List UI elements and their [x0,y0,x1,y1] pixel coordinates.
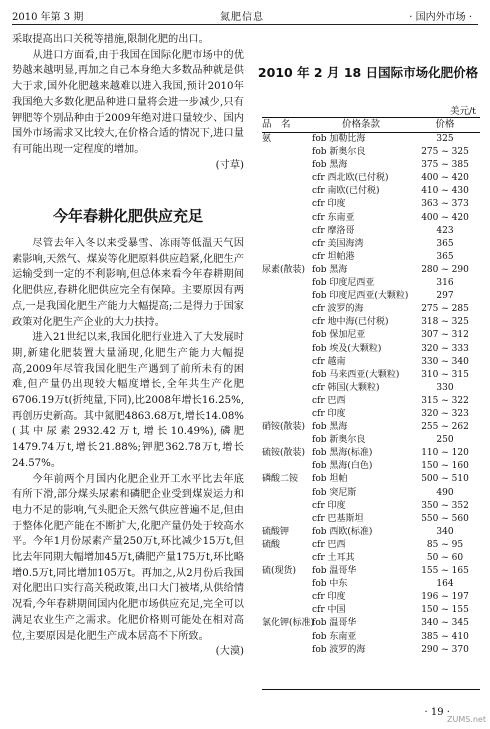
price-term: cfr 巴基斯坦 [312,513,364,524]
price-term: fob 印度尼西亚(大颗粒) [312,291,409,302]
column-header: 品 名 [262,119,291,130]
product-name [262,460,312,473]
page-header [0,0,490,28]
price-value: 315 ~ 322 [421,395,469,406]
paragraph-import: 从进口方面看,由于我国在国际化肥市场中的优势越来越明显,再加之自己本身绝大多数品种就是供大于求,国外化肥越来越难以进入我国,预计2010年我国绝大多数化肥品种进口量将会进一步减少,只有钾肥等个别品种由于2009年绝对进口量较少、国内国外市场需求又比较大,在价格合适的情况下,进口量有可能出现一定程度的增加。 [12,49,244,155]
table-row [262,382,480,395]
price-table-title: 2010 年 2 月 18 日国际市场化肥价格 [257,65,479,80]
table-row [262,421,480,434]
price-value: 365 [436,251,454,262]
table-row [262,238,480,251]
product-name [262,631,312,644]
article-body [12,236,244,660]
product-name [262,591,312,604]
table-row [262,565,480,578]
price-value: 340 [436,526,454,537]
table-row [262,329,480,342]
price-term: fob 黑海 [312,422,348,433]
price-term: cfr 巴西 [312,395,346,406]
product-name [262,604,312,617]
price-value: 196 ~ 197 [421,592,469,603]
product-name [262,369,312,382]
price-term: fob 突尼斯 [312,487,357,498]
price-term: fob 黑海(白色) [312,461,373,472]
table-row [262,303,480,316]
product-name [262,434,312,447]
product-name [262,578,312,591]
table-row [262,212,480,225]
price-value: 318 ~ 325 [421,317,469,328]
table-row [262,539,480,552]
product-name [262,172,312,185]
price-term: cfr 巴西 [312,539,346,550]
price-value: 385 ~ 410 [421,631,469,642]
price-value: 316 [436,278,454,289]
table-row [262,369,480,382]
paragraph: 今年前两个月国内化肥企业开工水平比去年底有所下滑,部分煤头尿素和磷肥企业受到煤炭运力和电力不足的影响,气头肥企天然气供应普遍不足,但由于整体化肥产能在不断扩大,化肥产量仍处于较高水平。今年1月份尿素产量250万t,环比减少15万t,但比去年同期大幅增加45万t,磷肥产量175万t,环比略增0.5万t,同比增加105万t。再加之,从2月份后我国对化肥出口实行高关税政策,出口大门被堵,从供给情况看,今年春耕期间国内化肥市场供应充足,完全可以满足农业生产之需求。化肥价格则可能处在相对高位,主要原因是化肥生产成本居高不下所致。 [12,473,244,642]
price-term: fob 加勒比海 [312,134,366,144]
product-name [262,225,312,238]
table-row [262,133,480,146]
price-value: 400 ~ 420 [421,212,469,223]
table-row [262,146,480,159]
product-name: 硝铵(散装) [262,422,306,433]
product-name: 氨 [262,134,272,144]
price-term: cfr 美国海湾 [312,238,364,249]
table-row [262,500,480,513]
price-term: fob 埃及(大颗粒) [312,343,382,354]
price-term: fob 马来西亚(大颗粒) [312,369,400,380]
intro-line: 采取提高出口关税等措施,限制化肥的出口。 [12,34,209,45]
table-row [262,159,480,172]
price-term: fob 坦帕 [312,474,348,485]
product-name [262,513,312,526]
product-name: 硫酸 [262,539,281,550]
table-row [262,316,480,329]
price-term: cfr 印度 [312,408,346,419]
table-row [262,526,480,539]
price-value: 363 ~ 373 [421,199,469,210]
watermark: ZUMS.net [447,715,486,724]
price-value: 400 ~ 420 [421,173,469,184]
price-value: 310 ~ 315 [421,369,469,380]
table-row [262,513,480,526]
article-continuation [12,32,244,173]
table-bottom-rule [262,689,480,690]
price-term: fob 温哥华 [312,566,357,577]
price-value: 164 [436,579,454,590]
product-name [262,290,312,303]
product-name [262,356,312,369]
price-term: fob 印度尼西亚 [312,278,375,289]
price-value: 550 ~ 560 [421,513,469,524]
table-row [262,408,480,421]
table-row [262,604,480,617]
table-row [262,264,480,277]
table-row [262,225,480,238]
table-row [262,172,480,185]
unit-label: 美元/t [449,106,476,117]
price-term: fob 东南亚 [312,631,357,642]
price-value: 110 ~ 120 [421,448,469,459]
paragraph: 进入21世纪以来,我国化肥行业进入了大发展时期,新建化肥装置大量涌现,化肥生产能力大幅提高,2009年尽管我国化肥生产遇到了前所未有的困难,但产量仍出现较大幅度增长,全年共生产化肥6706.19万t(折纯量,下同),比2008年增长16.25%,再创历史新高。其中氮肥4863.68万t,增长14.08%(其中尿素2932.42万t,增长10.49%),磷肥1479.74万t,增长21.88%;钾肥362.78万t,增长24.57%。 [12,332,244,469]
price-term: fob 波罗的海 [312,644,366,655]
price-value: 490 [436,487,454,498]
product-name [262,316,312,329]
price-value: 297 [436,291,454,302]
price-value: 320 ~ 333 [421,343,469,354]
price-value: 150 ~ 160 [421,461,469,472]
price-term: cfr 南欧(已付税) [312,186,380,197]
product-name [262,251,312,264]
issue-label: 2010 年第 3 期 [12,12,84,23]
price-value: 255 ~ 262 [421,422,469,433]
price-value: 365 [436,238,454,249]
paragraph: 尽管去年入冬以来受暴雪、冻雨等低温天气因素影响,天然气、煤炭等化肥原料供应趋紧,化肥生产运输受到一定的不利影响,但总体来看今年春耕期间化肥供应,春耕化肥供应完全有保障。主要原因有两点,一是我国化肥生产能力大幅提高;二是得力于国家政策对化肥生产企业的大力扶持。 [12,238,244,328]
price-value: 150 ~ 155 [421,605,469,616]
price-value: 350 ~ 352 [421,500,469,511]
table-row [262,644,480,657]
product-name [262,277,312,290]
price-term: cfr 印度 [312,592,346,603]
price-term: cfr 土耳其 [312,553,355,563]
price-value: 155 ~ 165 [421,566,469,577]
product-name: 硫铵(散装) [262,448,306,459]
product-name: 尿素(散装) [262,264,306,275]
price-term: fob 黑海 [312,264,348,275]
price-value: 330 [436,382,454,393]
product-name: 硫酸钾 [262,526,290,537]
author-signature: (寸草) [215,159,244,171]
table-row [262,185,480,198]
price-value: 280 ~ 290 [421,264,469,275]
table-row [262,487,480,500]
product-name [262,198,312,211]
price-value: 340 ~ 345 [421,618,469,629]
table-row [262,343,480,356]
price-term: cfr 东南亚 [312,212,355,223]
table-row [262,578,480,591]
table-row [262,473,480,486]
table-row [262,290,480,303]
product-name [262,159,312,172]
price-term: fob 西欧(标准) [312,526,373,537]
price-term: fob 保加尼亚 [312,330,366,341]
price-value: 500 ~ 510 [421,474,469,485]
price-value: 275 ~ 325 [421,147,469,158]
table-row [262,434,480,447]
table-row [262,552,480,565]
table-header [262,118,480,133]
price-term: cfr 越南 [312,356,346,367]
price-value: 320 ~ 323 [421,408,469,419]
table-row [262,356,480,369]
page-number: · 19 · [424,707,450,718]
price-value: 307 ~ 312 [421,330,469,341]
table-row [262,447,480,460]
price-term: fob 新奥尔良 [312,435,366,446]
product-name [262,408,312,421]
product-name [262,212,312,225]
price-term: fob 黑海(标准) [312,448,373,459]
price-value: 290 ~ 370 [421,644,469,655]
product-name [262,303,312,316]
product-name [262,500,312,513]
product-name [262,644,312,657]
price-value: 250 [436,435,454,446]
product-name [262,185,312,198]
price-term: cfr 坦帕港 [312,251,355,262]
table-row [262,198,480,211]
product-name: 硫(现货) [262,566,297,577]
table-body [262,133,480,657]
table-row [262,251,480,264]
table-row [262,631,480,644]
price-term: cfr 地中海(已付税) [312,317,389,328]
journal-name: 氮肥信息 [220,12,264,23]
price-value: 325 [436,134,454,144]
table-row [262,591,480,604]
column-header: 价格条款 [341,119,380,130]
author-signature: (大漠) [215,646,244,658]
price-value: 85 ~ 95 [426,539,464,550]
section-name: · 国内外市场 · [409,12,472,23]
column-header: 价格 [435,119,455,130]
product-name [262,146,312,159]
table-row [262,617,480,630]
price-term: cfr 西北欧(已付税) [312,173,389,184]
price-value: 50 ~ 60 [426,553,464,563]
price-term: fob 新奥尔良 [312,147,366,158]
price-term: cfr 韩国(大颗粒) [312,382,380,393]
price-term: cfr 印度 [312,199,346,210]
price-value: 275 ~ 285 [421,304,469,315]
price-term: cfr 印度 [312,500,346,511]
table-row [262,277,480,290]
product-name: 氯化钾(标准) [262,618,315,629]
product-name [262,552,312,565]
article-title: 今年春耕化肥供应充足 [52,207,203,225]
product-name: 磷酸二铵 [262,474,299,485]
product-name [262,329,312,342]
table-row [262,460,480,473]
product-name [262,395,312,408]
table-row [262,395,480,408]
price-term: cfr 摩洛哥 [312,225,355,236]
product-name [262,487,312,500]
header-rule [12,24,478,25]
product-name [262,238,312,251]
price-value: 330 ~ 340 [421,356,469,367]
price-term: cfr 中国 [312,605,346,616]
price-value: 375 ~ 385 [421,160,469,171]
price-term: cfr 波罗的海 [312,304,364,315]
price-term: fob 中东 [312,579,348,590]
price-table [262,117,480,657]
price-value: 423 [436,225,454,236]
product-name [262,382,312,395]
price-term: fob 黑海 [312,160,348,171]
product-name [262,343,312,356]
price-value: 410 ~ 430 [421,186,469,197]
price-term: fob 温哥华 [312,618,357,629]
